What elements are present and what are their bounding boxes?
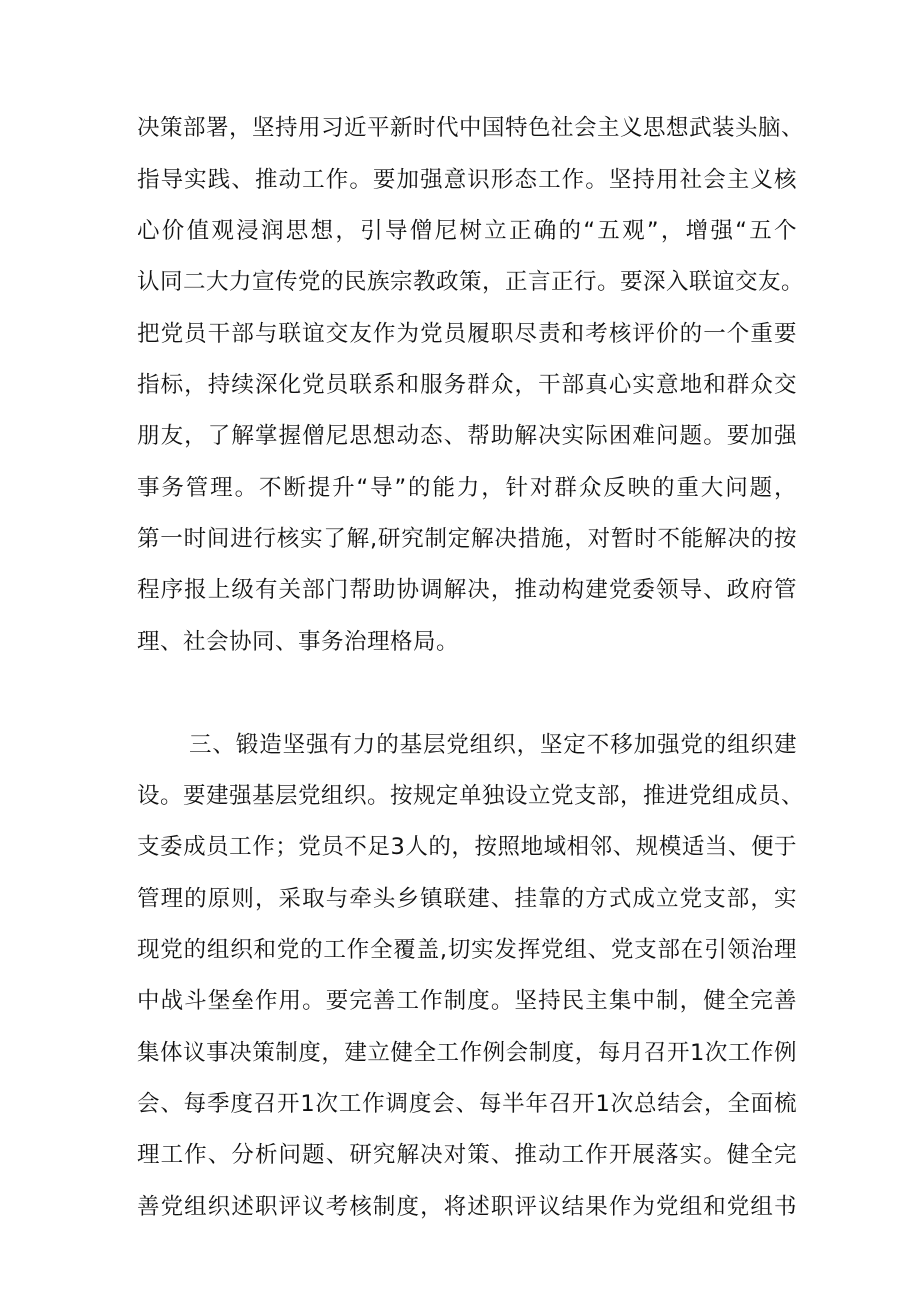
text-line: 会、每季度召开1次工作调度会、每半年召开1次总结会，全面梳 xyxy=(137,1091,797,1117)
text-line: 三、锻造坚强有力的基层党组织，坚定不移加强党的组织建 xyxy=(189,732,797,758)
text-line: 支委成员工作；党员不足3人的，按照地域相邻、规模适当、便于 xyxy=(137,834,797,860)
text-line: 决策部署，坚持用习近平新时代中国特色社会主义思想武装头脑、 xyxy=(137,115,805,141)
text-line: 理工作、分析问题、研究解决对策、推动工作开展落实。健全完 xyxy=(137,1142,797,1168)
text-line: 把党员干部与联谊交友作为党员履职尽责和考核评价的一个重要 xyxy=(137,321,797,347)
text-line: 程序报上级有关部门帮助协调解决，推动构建党委领导、政府管 xyxy=(137,577,797,603)
text-line: 管理的原则，采取与牵头乡镇联建、挂靠的方式成立党支部，实 xyxy=(137,886,797,912)
text-line: 中战斗堡垒作用。要完善工作制度。坚持民主集中制，健全完善 xyxy=(137,988,797,1014)
text-line: 指标，持续深化党员联系和服务群众，干部真心实意地和群众交 xyxy=(137,372,797,398)
text-line: 朋友，了解掌握僧尼思想动态、帮助解决实际困难问题。要加强 xyxy=(137,423,797,449)
text-line: 第一时间进行核实了解,研究制定解决措施，对暂时不能解决的按 xyxy=(137,526,797,552)
text-line: 事务管理。不断提升“导”的能力，针对群众反映的重大问题， xyxy=(137,475,797,501)
text-line: 指导实践、推动工作。要加强意识形态工作。坚持用社会主义核 xyxy=(137,167,797,193)
text-line: 理、社会协同、事务治理格局。 xyxy=(137,629,460,655)
text-line: 现党的组织和党的工作全覆盖,切实发挥党组、党支部在引领治理 xyxy=(137,937,797,963)
text-line: 认同二大力宣传党的民族宗教政策，正言正行。要深入联谊交友。 xyxy=(137,269,805,295)
text-line: 善党组织述职评议考核制度，将述职评议结果作为党组和党组书 xyxy=(137,1194,797,1220)
text-line: 集体议事决策制度，建立健全工作例会制度，每月召开1次工作例 xyxy=(137,1040,797,1066)
text-line: 设。要建强基层党组织。按规定单独设立党支部，推进党组成员、 xyxy=(137,783,805,809)
text-line: 心价值观浸润思想，引导僧尼树立正确的“五观”，增强“五个 xyxy=(137,218,797,244)
